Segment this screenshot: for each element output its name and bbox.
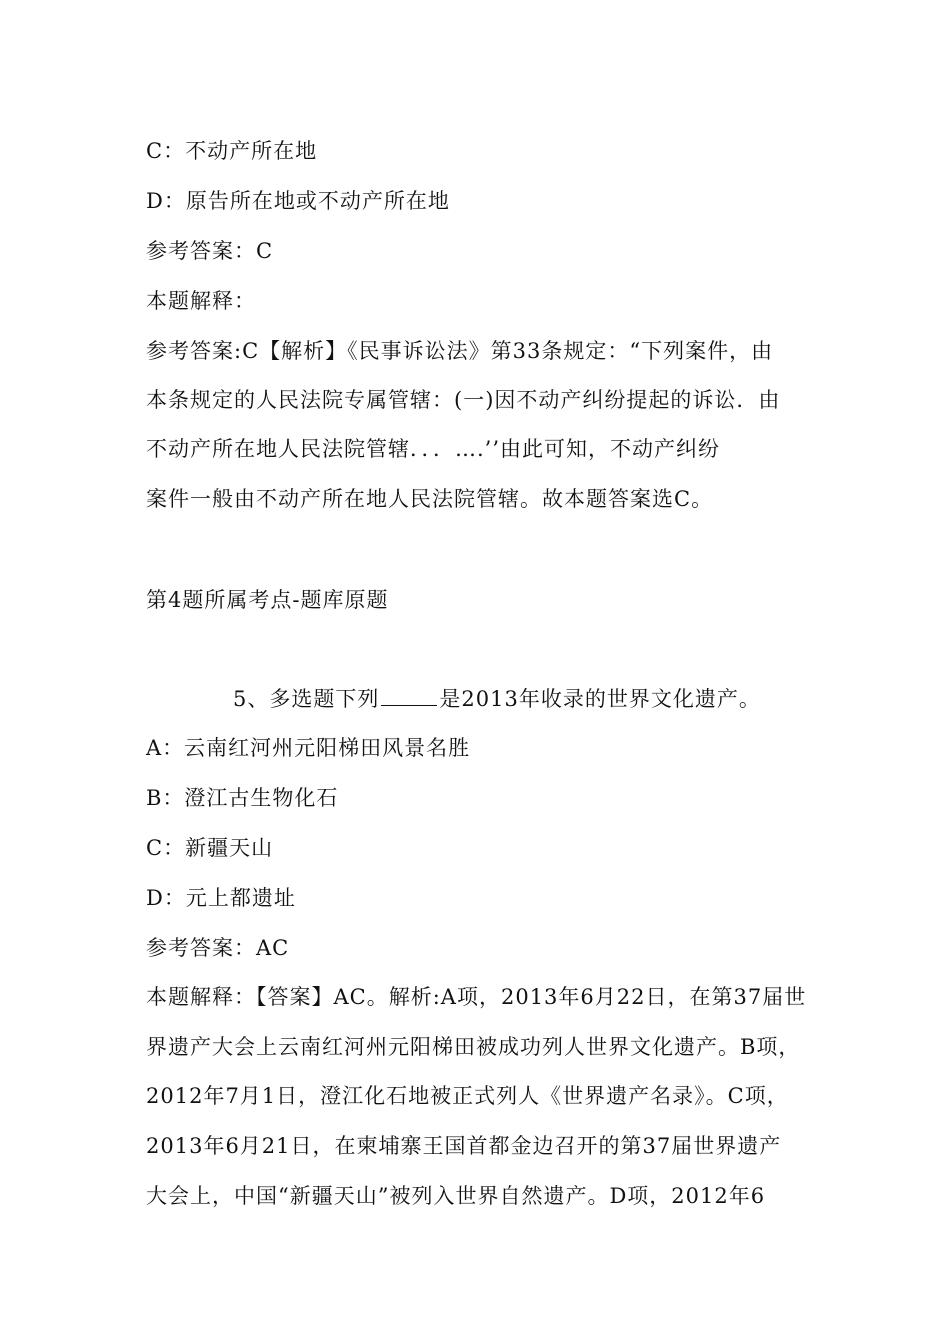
q5-title-prefix: 5、多选题下列 (233, 687, 380, 711)
q5-blank (381, 687, 437, 706)
q5-explain-line: 2012年7月1日，澄江化石地被正式列人《世界遗产名录》。C项， (146, 1084, 789, 1108)
q5-explain-line: 大会上，中国“新疆天山”被列入世界自然遗产。D项，2012年6 (146, 1184, 766, 1208)
q5-option-c: C：新疆天山 (146, 836, 274, 860)
q5-title (233, 685, 903, 713)
q4-explain-line: 不动产所在地人民法院管辖．．．….’’由此可知，不动产纠纷 (146, 437, 721, 461)
q4-answer: 参考答案：C (146, 239, 274, 263)
q5-explain-line: 2013年6月21日，在柬埔寨王国首都金边召开的第37届世界遗产 (146, 1134, 782, 1158)
q4-option-d: D：原告所在地或不动产所在地 (146, 189, 450, 213)
q4-option-c: C：不动产所在地 (146, 139, 318, 163)
q5-title-suffix: 是2013年收录的世界文化遗产。 (439, 687, 761, 711)
q5-answer: 参考答案：AC (146, 936, 290, 960)
q5-option-d: D：元上都遗址 (146, 886, 296, 910)
q4-explain-line: 本条规定的人民法院专属管辖：(一)因不动产纠纷提起的诉讼．由 (146, 388, 781, 412)
q5-option-a: A：云南红河州元阳梯田风景名胜 (146, 736, 471, 760)
q5-explain-line: 本题解释：【答案】AC。解析:A项，2013年6月22日，在第37届世 (146, 985, 807, 1009)
q4-explain-label: 本题解释： (146, 289, 256, 313)
q4-topic: 第4题所属考点-题库原题 (146, 588, 389, 612)
q5-explain-line: 界遗产大会上云南红河州元阳梯田被成功列人世界文化遗产。B项， (146, 1035, 801, 1059)
q5-option-b: B：澄江古生物化石 (146, 786, 339, 810)
q4-explain-line: 案件一般由不动产所在地人民法院管辖。故本题答案选C。 (146, 487, 714, 511)
q4-explain-line: 参考答案:C【解析】《民事诉讼法》第33条规定：“下列案件，由 (146, 339, 774, 363)
